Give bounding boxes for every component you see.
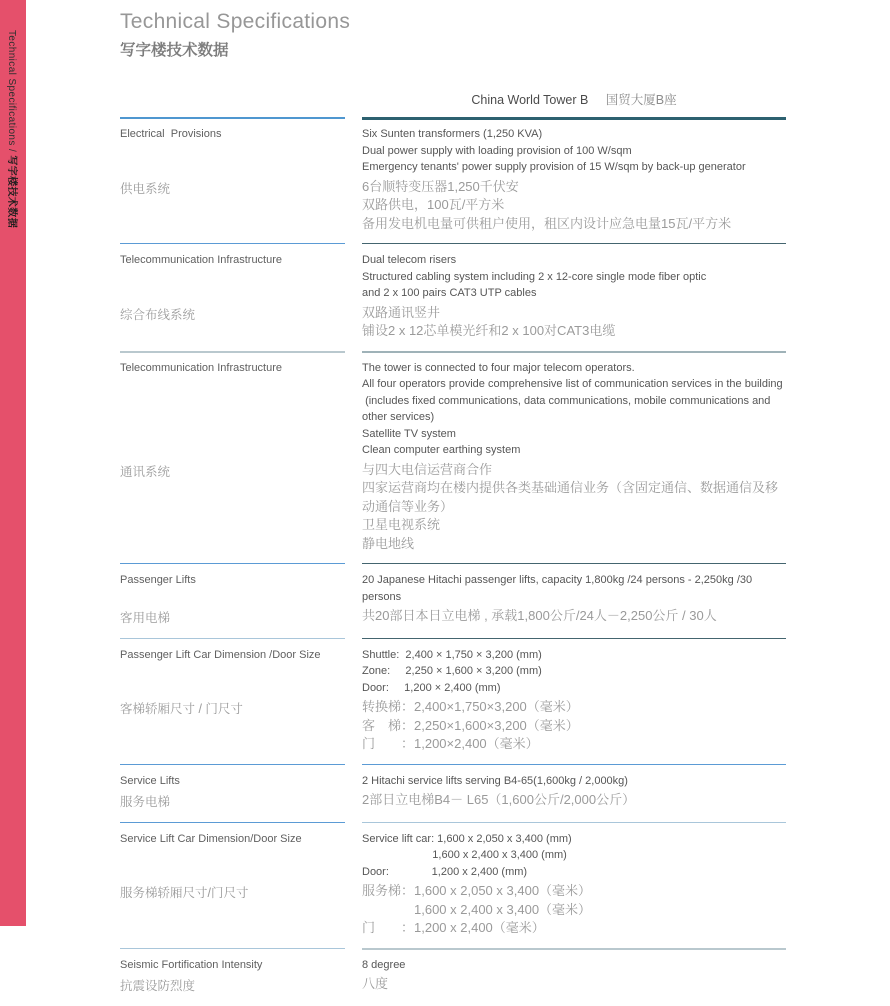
spec-row-zh: 静电地线: [362, 535, 415, 551]
spec-section: [120, 948, 786, 1006]
content-area: [120, 0, 786, 1006]
spec-row-zh: 与四大电信运营商合作: [362, 461, 493, 477]
section-label-en-cell: [120, 252, 345, 302]
column-header-zh: 国贸大厦B座: [605, 93, 677, 107]
section-label-zh: 服务梯轿厢尺寸/门尺寸: [120, 886, 249, 900]
side-tab-label-zh: 写字楼技术数据: [6, 155, 17, 229]
spec-row-en: Service lift car: 1,600 x 2,050 x 3,400 (mm): [362, 832, 572, 845]
spec-row-zh: 客 梯：2,250×1,600×3,200（毫米）: [362, 717, 579, 733]
section-divider-left: [120, 638, 345, 639]
spec-row-en: Satellite TV system: [362, 427, 456, 440]
section-rows-zh: [362, 461, 786, 554]
spec-row-zh: 6台顺特变压器1,250千伏安: [362, 178, 519, 194]
spec-row-zh: 铺设2 x 12芯单模光纤和2 x 100对CAT3电缆: [362, 323, 616, 338]
section-label-zh-cell: [120, 791, 345, 812]
section-label-zh: 供电系统: [120, 181, 171, 196]
spec-section: [120, 563, 786, 638]
spec-section: [120, 822, 786, 948]
spec-row-en: Six Sunten transformers (1,250 KVA): [362, 128, 543, 140]
column-header: [362, 90, 786, 108]
spec-row-en: 8 degree: [362, 958, 406, 971]
section-divider-right: [362, 638, 786, 639]
section-label-zh-cell: [120, 178, 345, 234]
spec-row-en: Emergency tenants' power supply provision of 15 W/sqm by back-up generator: [362, 161, 746, 173]
section-label-en: Service Lifts: [120, 774, 180, 787]
section-rows-zh: [362, 698, 786, 754]
section-label-zh-cell: [120, 304, 345, 341]
page-subtitle: 写字楼技术数据: [120, 42, 229, 59]
spec-section: [120, 638, 786, 764]
section-divider-right: [362, 764, 786, 765]
spec-sections: [120, 117, 786, 1006]
spec-row-zh: 四家运营商均在楼内提供各类基础通信业务（含固定通信、数据通信及移动通信等业务）: [362, 480, 779, 514]
section-divider-left: [120, 351, 345, 353]
section-label-en: Seismic Fortification Intensity: [120, 958, 263, 971]
spec-row-en: Door: 1,200 x 2,400 (mm): [362, 865, 528, 878]
section-label-en: Telecommunication Infrastructure: [120, 361, 283, 374]
spec-row-en: Clean computer earthing system: [362, 444, 521, 456]
section-label-zh: 客用电梯: [120, 611, 171, 625]
section-label-zh: 抗震设防烈度: [120, 979, 196, 993]
section-label-zh: 通讯系统: [120, 464, 171, 479]
section-divider-left: [120, 822, 345, 823]
section-label-en-cell: [120, 647, 345, 697]
spec-row-zh: 转换梯：2,400×1,750×3,200（毫米）: [362, 699, 579, 714]
section-rows-en: [362, 252, 786, 302]
spec-row-en: Dual power supply with loading provision of 100 W/sqm: [362, 144, 632, 157]
section-divider-right: [362, 948, 786, 950]
page-title: Technical Specifications: [120, 10, 351, 33]
section-rows-zh: [362, 178, 786, 234]
side-tab: [0, 0, 26, 926]
section-rows-zh: [362, 607, 786, 628]
spec-row-en: and 2 x 100 pairs CAT3 UTP cables: [362, 287, 537, 299]
section-rows-en: [362, 831, 786, 881]
side-tab-label: [6, 30, 21, 228]
spec-row-en: The tower is connected to four major telecom operators.: [362, 361, 635, 374]
spec-row-zh: 2部日立电梯B4－ L65（1,600公斤/2,000公斤）: [362, 792, 636, 807]
section-rows-zh: [362, 304, 786, 341]
section-divider-left: [120, 243, 345, 244]
spec-row-en: All four operators provide comprehensive list of communication services in the building: [362, 378, 783, 390]
spec-row-en: 1,600 x 2,400 x 3,400 (mm): [362, 849, 567, 861]
section-rows-en: [362, 126, 786, 176]
section-label-en-cell: [120, 831, 345, 881]
section-rows-en: [362, 572, 786, 605]
section-rows-zh: [362, 975, 786, 996]
section-label-en-cell: [120, 773, 345, 790]
section-divider-left: [120, 117, 345, 119]
section-label-en-cell: [120, 572, 345, 605]
section-divider-left: [120, 764, 345, 765]
section-rows-en: [362, 647, 786, 697]
section-divider-right: [362, 243, 786, 244]
spec-section: [120, 117, 786, 243]
section-label-en: Telecommunication Infrastructure: [120, 254, 283, 266]
section-label-en: Passenger Lift Car Dimension /Door Size: [120, 648, 321, 661]
spec-row-zh: 门 ：1,200×2,400（毫米）: [362, 736, 539, 751]
section-rows-en: [362, 773, 786, 790]
section-rows-zh: [362, 791, 786, 812]
section-rows-zh: [362, 882, 786, 938]
section-rows-en: [362, 360, 786, 459]
section-divider-right: [362, 351, 786, 353]
spec-row-zh: 双路通讯竖井: [362, 304, 441, 320]
spec-row-en: Structured cabling system including 2 x 12-core single mode fiber optic: [362, 270, 707, 283]
spec-row-zh: 共20部日本日立电梯 , 承载1,800公斤/24人－2,250公斤 / 30人: [362, 608, 717, 623]
section-label-zh-cell: [120, 975, 345, 996]
section-divider-right: [362, 563, 786, 564]
section-divider-right: [362, 822, 786, 823]
spec-row-zh: 双路供电，100瓦/平方米: [362, 197, 505, 212]
section-label-en-cell: [120, 957, 345, 974]
section-divider-left: [120, 948, 345, 949]
spec-row-zh: 备用发电机电量可供租户使用，租区内设计应急电量15瓦/平方米: [362, 215, 732, 231]
column-header-en: China World Tower B: [471, 93, 589, 107]
section-label-en: Passenger Lifts: [120, 574, 196, 586]
section-label-en: Electrical Provisions: [120, 128, 222, 140]
section-label-en-cell: [120, 126, 345, 176]
spec-row-zh: 八度: [362, 976, 389, 991]
section-label-zh: 服务电梯: [120, 795, 171, 809]
section-label-zh-cell: [120, 607, 345, 628]
section-label-zh: 综合布线系统: [120, 307, 196, 322]
spec-row-zh: 门 ：1,200 x 2,400（毫米）: [362, 920, 545, 935]
section-label-en: Service Lift Car Dimension/Door Size: [120, 832, 302, 845]
side-tab-label-en: Technical Specifications /: [6, 30, 17, 156]
section-rows-en: [362, 957, 786, 974]
spec-section: [120, 351, 786, 564]
spec-row-zh: 卫星电视系统: [362, 517, 441, 532]
spec-row-zh: 服务梯：1,600 x 2,050 x 3,400（毫米）: [362, 883, 592, 898]
spec-row-en: Shuttle: 2,400 × 1,750 × 3,200 (mm): [362, 648, 542, 661]
spec-section: [120, 764, 786, 822]
spec-row-en: 2 Hitachi service lifts serving B4-65(1,600kg / 2,000kg): [362, 774, 628, 787]
spec-row-zh: 1,600 x 2,400 x 3,400（毫米）: [362, 901, 592, 917]
spec-row-en: 20 Japanese Hitachi passenger lifts, capacity 1,800kg /24 persons - 2,250kg /30 persons: [362, 574, 756, 603]
section-label-zh-cell: [120, 461, 345, 554]
section-label-zh-cell: [120, 698, 345, 754]
section-divider-right: [362, 117, 786, 120]
spec-row-en: Door: 1,200 × 2,400 (mm): [362, 681, 501, 694]
section-label-zh: 客梯轿厢尺寸 / 门尺寸: [120, 702, 243, 716]
spec-row-en: Dual telecom risers: [362, 254, 457, 266]
section-label-en-cell: [120, 360, 345, 459]
section-label-zh-cell: [120, 882, 345, 938]
spec-section: [120, 243, 786, 351]
spec-row-en: (includes fixed communications, data communications, mobile communications and other services): [362, 394, 774, 423]
section-divider-left: [120, 563, 345, 564]
spec-row-en: Zone: 2,250 × 1,600 × 3,200 (mm): [362, 665, 542, 677]
